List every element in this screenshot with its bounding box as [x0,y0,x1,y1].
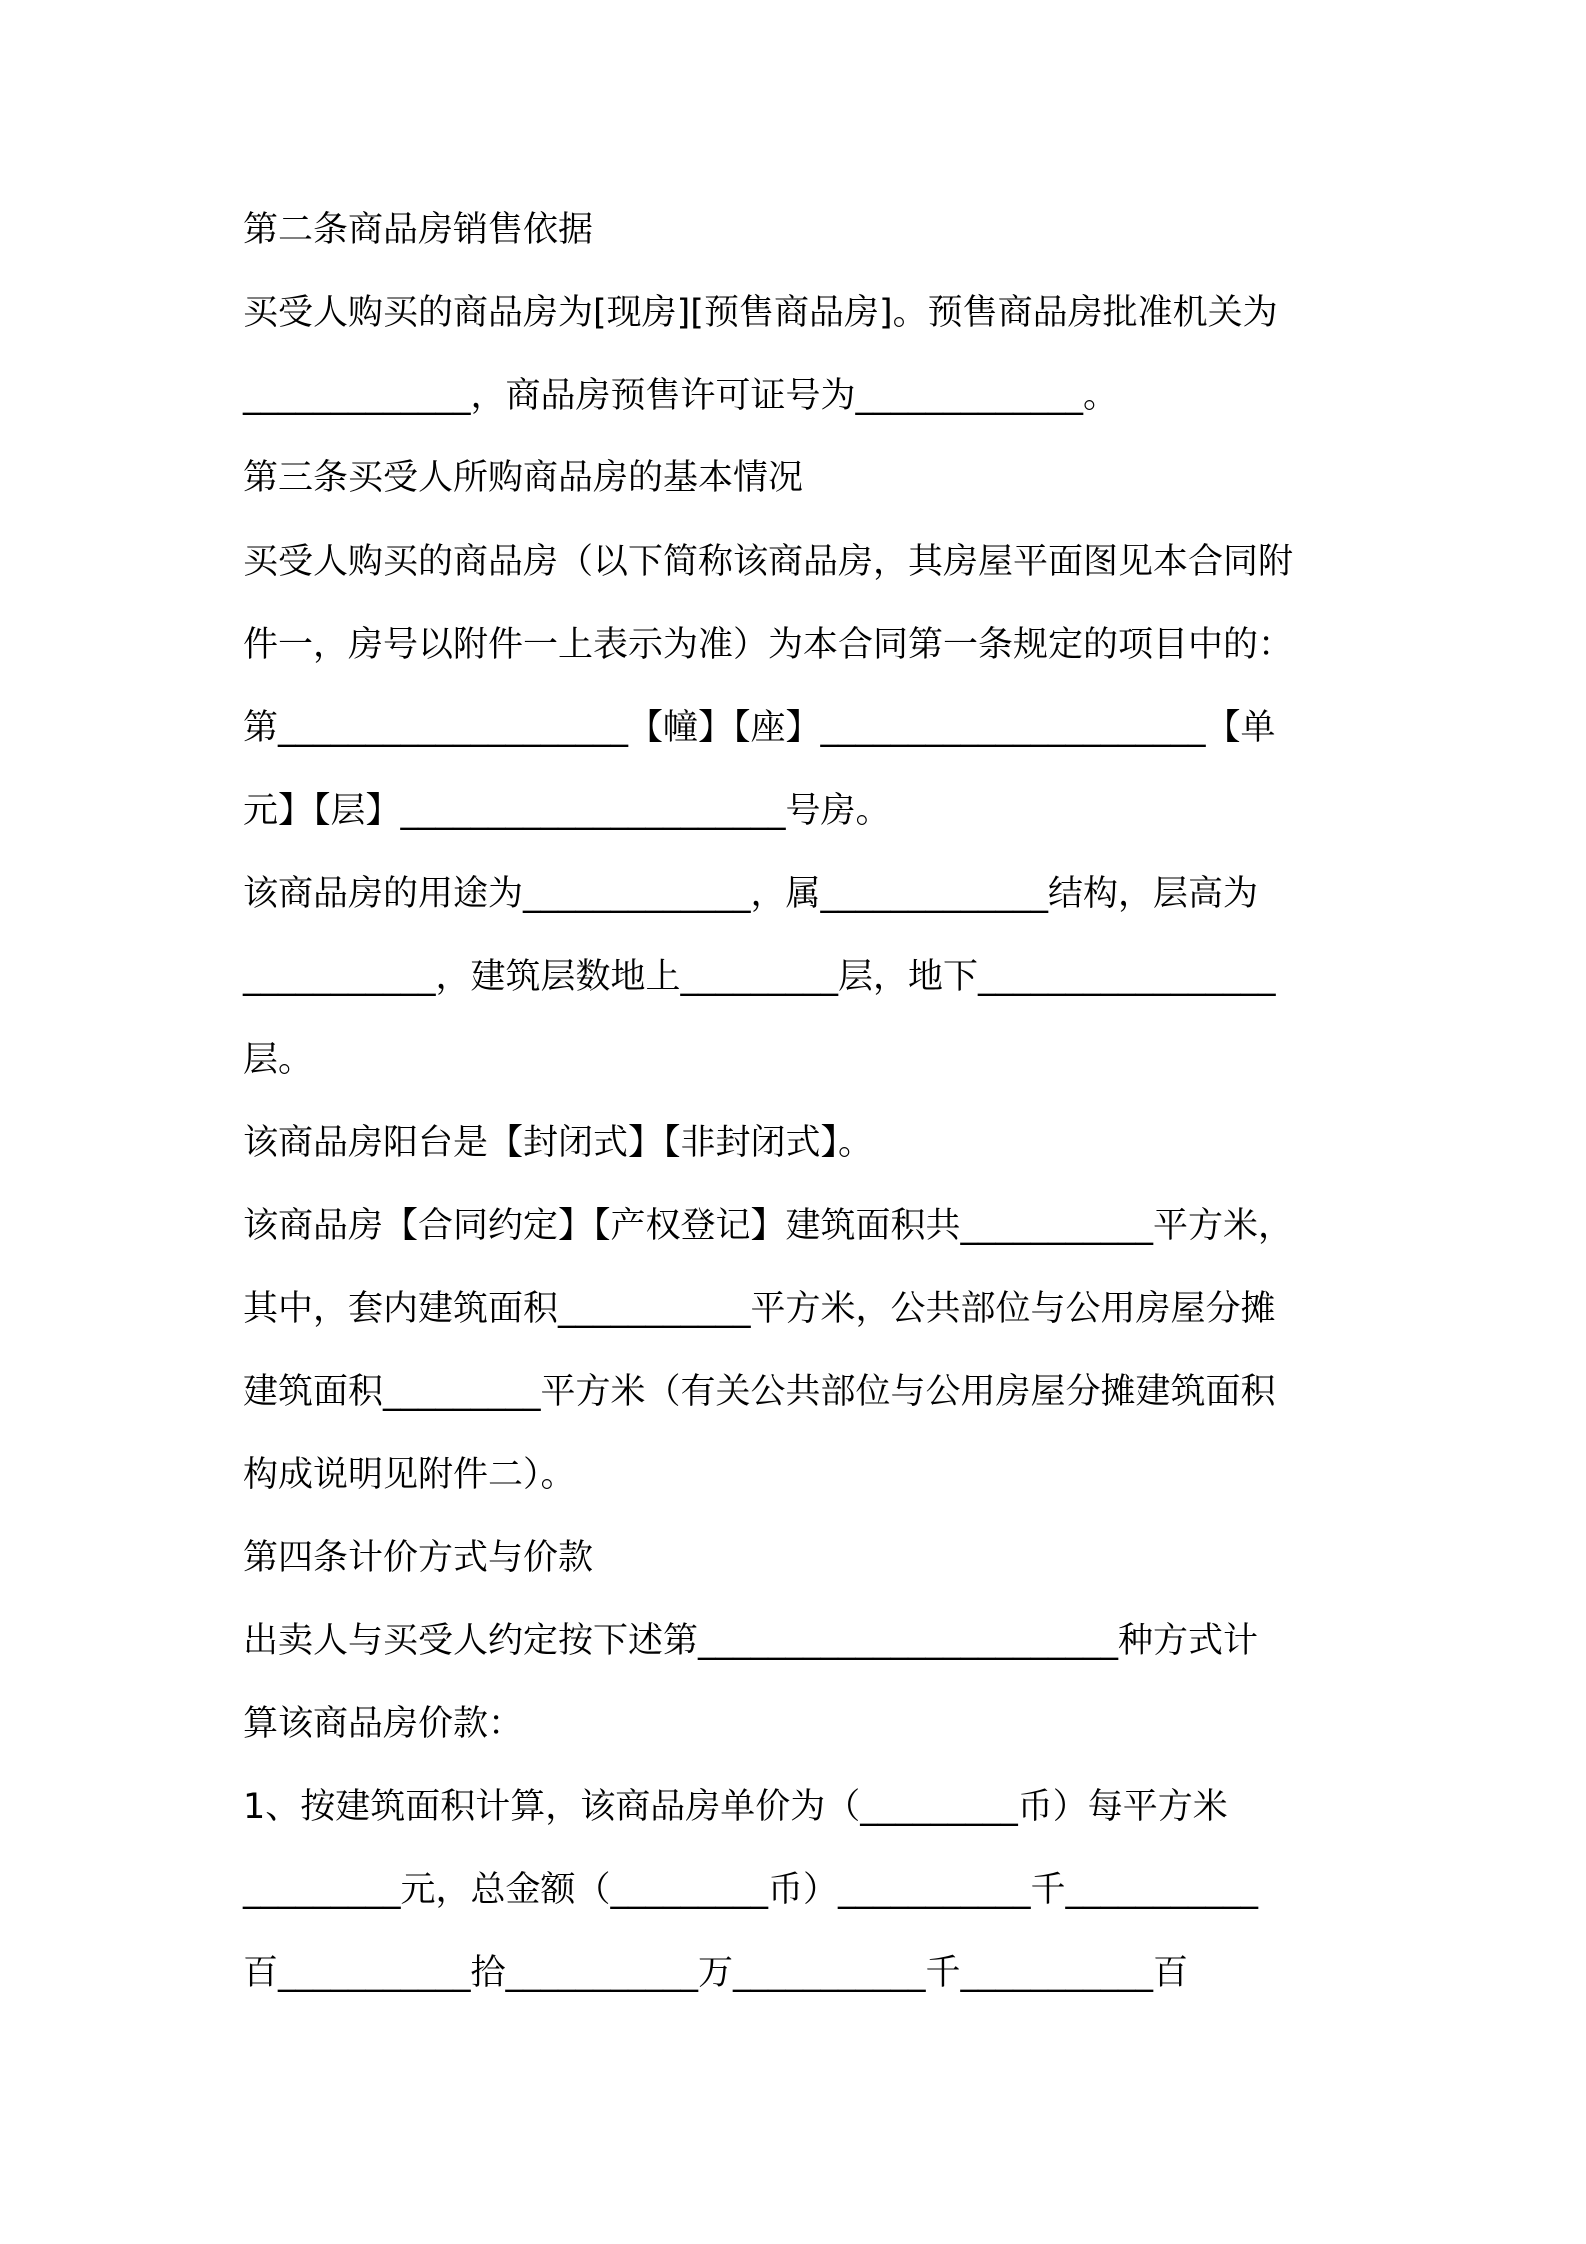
text-line: 构成说明见附件二）。 [243,1455,576,1495]
text-line: 买受人购买的商品房为[现房][预售商品房]。预售商品房批准机关为 [243,293,1278,333]
text-line: 该商品房阳台是【封闭式】【非封闭式】。 [243,1123,874,1163]
text-line: 1、按建筑面积计算，该商品房单价为（_________币）每平方米 [243,1787,1228,1827]
text-line: 元】【层】______________________号房。 [243,791,891,831]
text-line: 该商品房【合同约定】【产权登记】建筑面积共___________平方米， [243,1206,1294,1246]
heading-article-3: 第三条买受人所购商品房的基本情况 [243,458,804,498]
text-line: 层。 [243,1040,314,1080]
text-line: 第____________________【幢】【座】______________________【单 [243,708,1276,748]
text-line: 买受人购买的商品房（以下简称该商品房，其房屋平面图见本合同附 [243,542,1294,582]
text-line: 建筑面积_________平方米（有关公共部位与公用房屋分摊建筑面积 [243,1372,1276,1412]
text-line: ___________，建筑层数地上_________层，地下_________________ [243,957,1276,997]
heading-article-2: 第二条商品房销售依据 [243,210,594,250]
text-line: _________元，总金额（_________币）___________千___________ [243,1870,1259,1910]
text-line: 该商品房的用途为_____________，属_____________结构，层高为 [243,874,1259,914]
text-line: 百___________拾___________万___________千___________百 [243,1953,1189,1993]
text-line: 出卖人与买受人约定按下述第________________________种方式计 [243,1621,1259,1661]
text-line: 其中，套内建筑面积___________平方米，公共部位与公用房屋分摊 [243,1289,1276,1329]
text-line: _____________，商品房预售许可证号为_____________。 [243,376,1119,416]
text-line: 件一，房号以附件一上表示为准）为本合同第一条规定的项目中的： [243,625,1294,665]
text-line: 算该商品房价款： [243,1704,524,1744]
heading-article-4: 第四条计价方式与价款 [243,1538,594,1578]
